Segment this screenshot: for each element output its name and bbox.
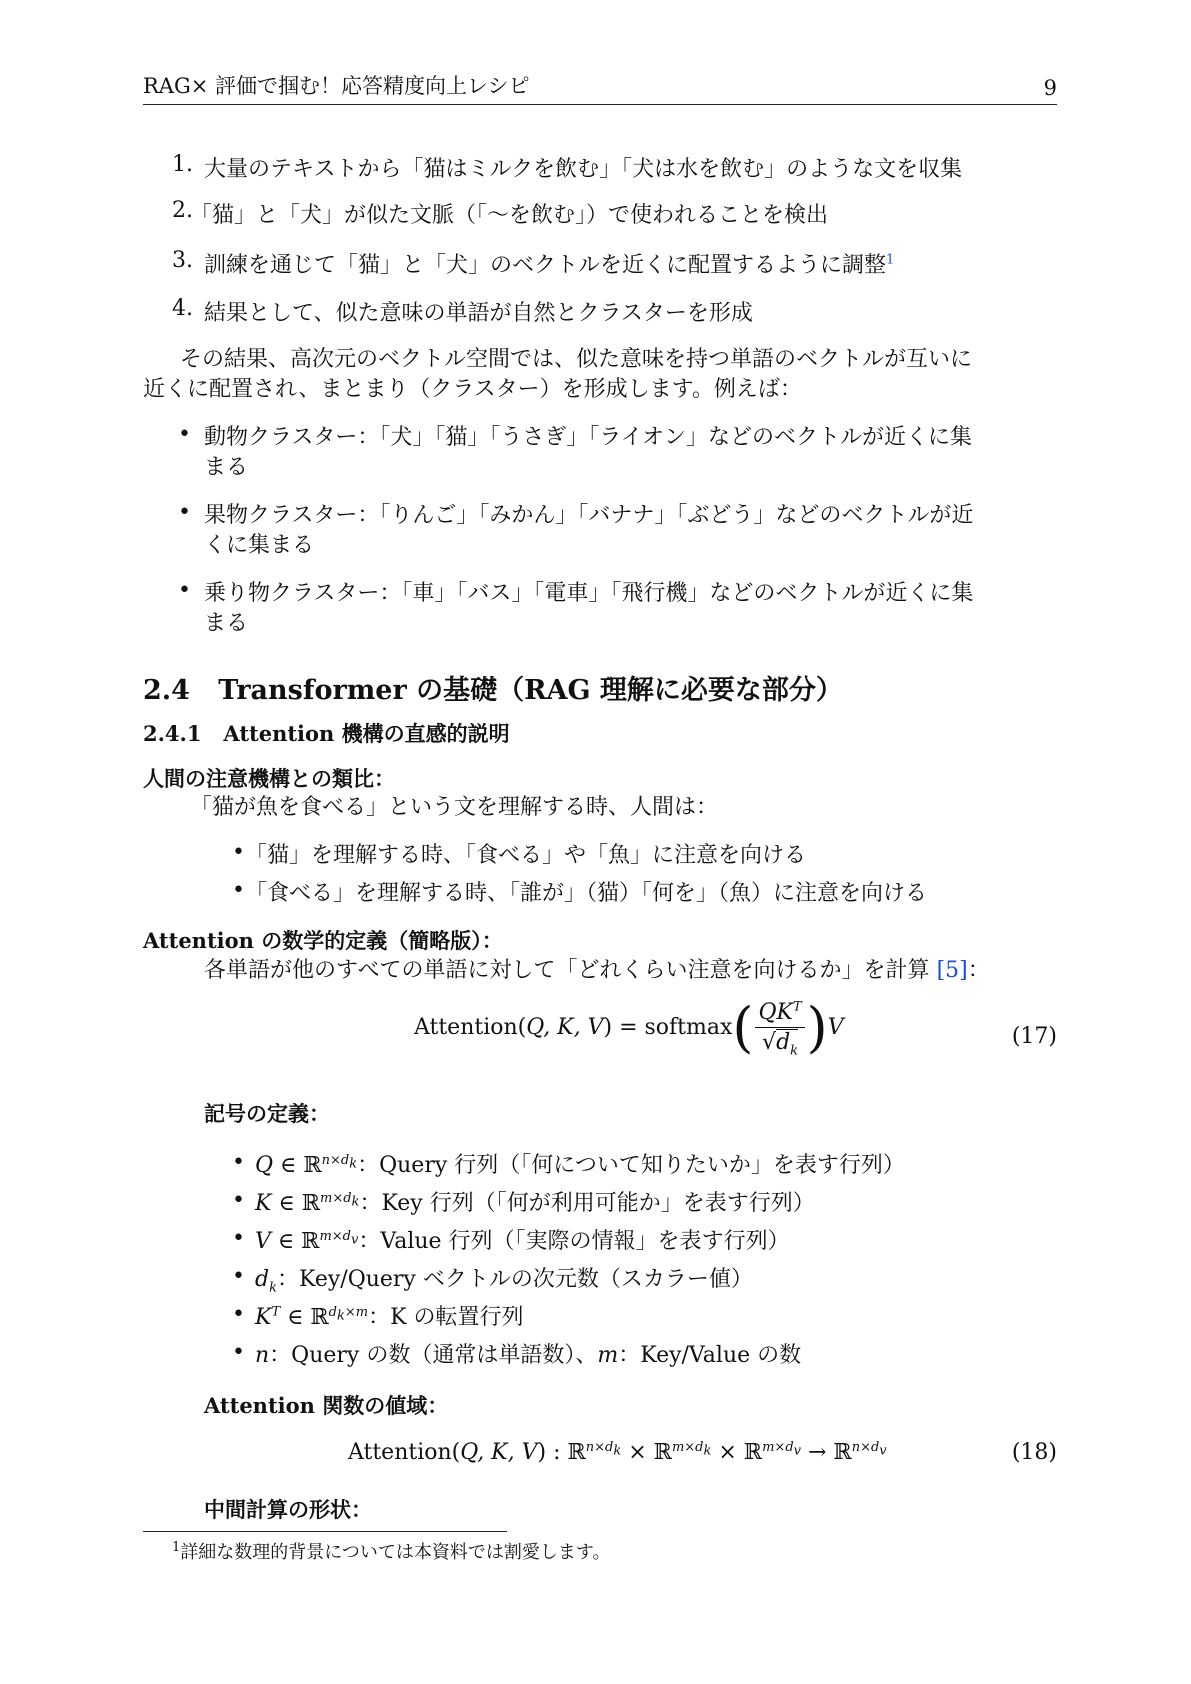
bullet-dot: •	[232, 1226, 245, 1251]
section-title: Transformer の基礎（RAG 理解に必要な部分）	[218, 675, 843, 706]
step-number: 4.	[172, 296, 193, 321]
range-heading: Attention 関数の値域：	[204, 1393, 449, 1418]
bullet-dot: •	[178, 578, 191, 603]
header-title: RAG× 評価で掴む！応答精度向上レシピ	[143, 74, 530, 98]
math-def-heading: Attention の数学的定義（簡略版）：	[143, 928, 503, 953]
range-equation: Attention(Q, K, V) : ℝ$^{n\times dk}$ × ℝ$^{m\times dk}$ × ℝ$^{m\times dv}$ → ℝ$^{n\times dv}$	[348, 1439, 887, 1465]
math-def-intro: 各単語が他のすべての単語に対して「どれくらい注意を向けるか」を計算 [5]：	[204, 958, 990, 983]
cluster-item: まる	[204, 455, 249, 480]
symbol-item: n：Query の数（通常は単語数）、m：Key/Value の数	[255, 1343, 802, 1368]
eq-text: ) = softmax	[603, 1015, 733, 1040]
eq-args: Q, K, V	[526, 1015, 604, 1040]
bullet-dot: •	[232, 840, 245, 865]
subsection-heading	[143, 718, 510, 748]
intermediate-heading: 中間計算の形状：	[204, 1497, 372, 1522]
bullet-dot: •	[232, 1302, 245, 1327]
section-number: 2.4	[143, 675, 190, 706]
step-text: 訓練を通じて「猫」と「犬」のベクトルを近くに配置するように調整$^1$	[204, 252, 895, 278]
cluster-item: まる	[204, 611, 249, 636]
analogy-heading: 人間の注意機構との類比：	[143, 766, 395, 791]
page-number: 9	[1043, 76, 1057, 100]
denominator: $√d_k$	[762, 1030, 799, 1059]
analogy-item: 「猫」を理解する時、「食べる」や「魚」に注意を向ける	[245, 843, 807, 868]
step-text: 「猫」と「犬」が似た文脈（「〜を飲む」）で使われることを検出	[190, 203, 829, 228]
bullet-dot: •	[232, 1264, 245, 1289]
symbol-item: Q ∈ ℝ$^{n\times dk}$：Query 行列（「何について知りたいか」を表す行列）	[255, 1152, 905, 1178]
attention-equation	[414, 995, 844, 1059]
paragraph-line: 近くに配置され、まとまり（クラスター）を形成します。例えば：	[143, 377, 802, 402]
footnote	[172, 1538, 610, 1564]
symbol-item: $d_k$：Key/Query ベクトルの次元数（スカラー値）	[255, 1267, 753, 1296]
section-heading	[143, 668, 843, 707]
step-number: 3.	[172, 248, 193, 273]
running-header	[143, 66, 1057, 105]
step-number: 1.	[172, 152, 193, 177]
bullet-dot: •	[178, 422, 191, 447]
subsection-number: 2.4.1	[143, 721, 202, 746]
bullet-dot: •	[232, 1150, 245, 1175]
bullet-dot: •	[178, 500, 191, 525]
numerator: $QK^T$	[755, 1000, 804, 1028]
step-number: 2.	[172, 198, 193, 223]
citation-link[interactable]: [5]	[936, 958, 968, 983]
subsection-title: Attention 機構の直感的説明	[223, 721, 510, 746]
left-paren: (	[732, 995, 754, 1059]
paragraph-line: その結果、高次元のベクトル空間では、似た意味を持つ単語のベクトルが互いに	[180, 347, 973, 372]
eq-v: V	[827, 1015, 844, 1040]
footnote-marker[interactable]: 1	[886, 252, 895, 268]
symbol-item: V ∈ ℝ$^{m\times dv}$：Value 行列（「実際の情報」を表す行列）	[255, 1228, 790, 1254]
footnote-mark: 1	[172, 1540, 181, 1555]
footnote-text: 詳細な数理的背景については本資料では割愛します。	[180, 1542, 611, 1563]
cluster-item: くに集まる	[204, 533, 315, 558]
cluster-item: 動物クラスター：「犬」「猫」「うさぎ」「ライオン」などのベクトルが近くに集	[204, 425, 973, 450]
eq-text: Attention(	[414, 1015, 527, 1040]
step-text: 大量のテキストから「猫はミルクを飲む」「犬は水を飲む」のような文を収集	[204, 157, 963, 182]
step-text: 結果として、似た意味の単語が自然とクラスターを形成	[204, 301, 753, 326]
symbols-heading: 記号の定義：	[204, 1101, 330, 1126]
bullet-dot: •	[232, 1188, 245, 1213]
bullet-dot: •	[232, 878, 245, 903]
right-paren: )	[806, 995, 828, 1059]
fraction	[755, 999, 804, 1059]
equation-number: (18)	[1011, 1440, 1057, 1465]
footnote-rule	[143, 1531, 507, 1532]
analogy-intro: 「猫が魚を食べる」という文を理解する時、人間は：	[190, 795, 719, 820]
analogy-item: 「食べる」を理解する時、「誰が」（猫）「何を」（魚）に注意を向ける	[245, 881, 928, 906]
symbol-item: K ∈ ℝ$^{m\times dk}$：Key 行列（「何が利用可能か」を表す行列）	[255, 1190, 815, 1216]
bullet-dot: •	[232, 1340, 245, 1365]
cluster-item: 果物クラスター：「りんご」「みかん」「バナナ」「ぶどう」などのベクトルが近	[204, 503, 974, 528]
equation-number: (17)	[1011, 1024, 1057, 1049]
symbol-item: $K^T$ ∈ ℝ$^{dk\times m}$：K の転置行列	[255, 1304, 524, 1330]
cluster-item: 乗り物クラスター：「車」「バス」「電車」「飛行機」などのベクトルが近くに集	[204, 581, 974, 606]
